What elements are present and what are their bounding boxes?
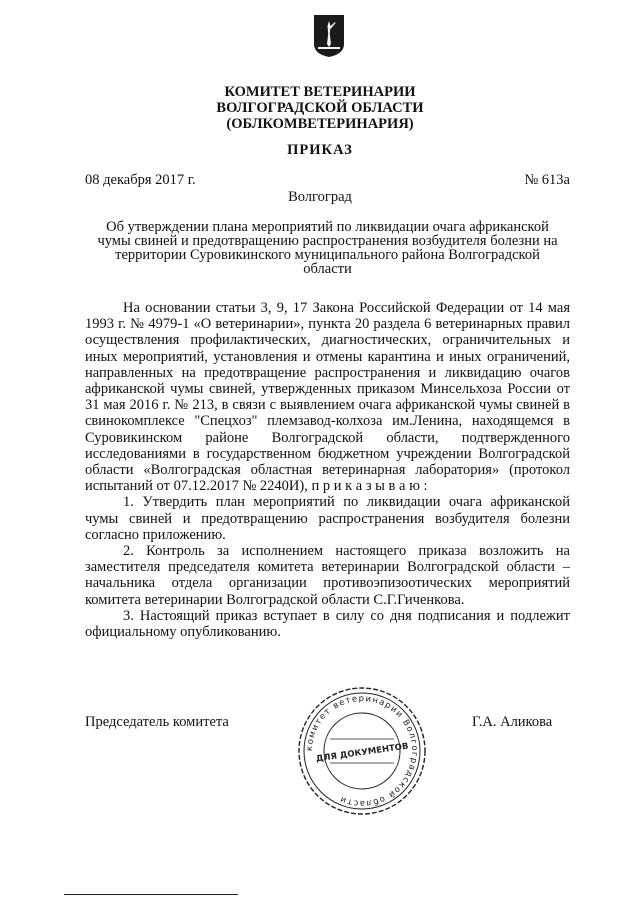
document-date: 08 декабря 2017 г.: [85, 172, 196, 188]
signer-title: Председатель комитета: [85, 714, 229, 730]
stamp-ring-text: комитет ветеринарии Волгоградской области: [304, 693, 420, 809]
org-line-3: (ОБЛКОМВЕТЕРИНАРИЯ): [226, 116, 414, 132]
body-paragraph-item-2: 2. Контроль за исполнением настоящего приказа возложить на заместителя председателя комитета ветеринарии Волгоградской области – начальника отдела организации противоэпизоотических мероприятий комитета ветеринарии Волгоградской области С.Г.Гиченкова.: [85, 543, 570, 608]
document-number: № 613а: [524, 172, 570, 188]
body-paragraph-preamble: На основании статьи 3, 9, 17 Закона Российской Федерации от 14 мая 1993 г. № 4979-1 «О ветеринарии», пункта 20 раздела 6 ветеринарных правил осуществления профилактических, диагностических, ограничительных и иных мероприятий, установления и отмены карантина и иных ограничений, направленных на предотвращение распространения и ликвидацию очагов африканской чумы свиней, утвержденных приказом Минсельхоза России от 31 мая 2016 г. № 213, в связи с выявлением очага африканской чумы свиней в свинокомплексе "Спецхоз" племзавод-колхоза им.Ленина, находящемся в Суровикинском районе Волгоградской области, подтвержденного исследованиями в государственном бюджетном учреждении Волгоградской области «Волгоградская областная ветеринарная лаборатория» (протокол испытаний от 07.12.2017 № 2240И), п р и к а з ы в а ю :: [85, 300, 570, 495]
document-city: Волгоград: [288, 189, 352, 205]
stamp-center-text: ДЛЯ ДОКУМЕНТОВ: [315, 741, 410, 765]
body-paragraph-item-1: 1. Утвердить план мероприятий по ликвидации очага африканской чумы свиней и предотвращению распространения возбудителя болезни согласно приложению.: [85, 494, 570, 543]
volgograd-coat-of-arms-icon: [313, 14, 345, 58]
organization-name: [100, 84, 540, 132]
footer-rule: [64, 894, 238, 895]
body-paragraph-item-3: 3. Настоящий приказ вступает в силу со дня подписания и подлежит официальному опубликованию.: [85, 607, 570, 641]
org-line-2: ВОЛГОГРАДСКОЙ ОБЛАСТИ: [216, 100, 424, 116]
document-subject: [85, 220, 570, 276]
document-body: [85, 300, 570, 640]
official-stamp: [296, 685, 428, 817]
org-line-1: КОМИТЕТ ВЕТЕРИНАРИИ: [224, 84, 416, 100]
subject-line-2: чумы свиней и предотвращению распространения возбудителя болезни на: [97, 233, 558, 249]
subject-line-4: области: [303, 261, 352, 277]
subject-line-3: территории Суровикинского муниципального района Волгоградской: [115, 247, 540, 263]
subject-line-1: Об утверждении плана мероприятий по ликвидации очага африканской: [106, 219, 549, 235]
document-type: ПРИКАЗ: [287, 142, 353, 158]
signer-name: Г.А. Аликова: [472, 714, 553, 730]
